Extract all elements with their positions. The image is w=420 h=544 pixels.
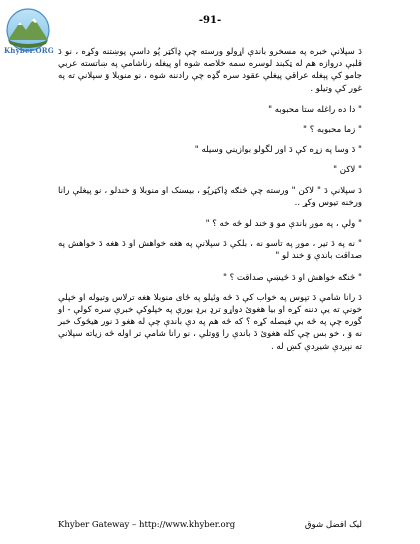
logo-caption: Khyber.ORG [4,46,54,55]
dialogue-line: " دَ وسا په زړه کې دَ اور لگولو بوازیني وسیله " [194,145,362,156]
paragraph: دَ سپلانې خبره په مسخرو باندې اړولو ورسته چې ډاکټر پُو داسې پوښتنه وکړه ، نو دَ قلبې دروازه هم له ټکبند لوسره سمه خلاصه شوه او پیغله رناشامې په ښاتسته عربي جامو کې پېغله عراقي پیغلې عقود سره گډه چې رادننه شوه ، نو منوبلا وَ سپلانې ته په غور کې وتیلو . [58,47,362,94]
document-body [58,46,362,362]
paragraph: دَ رانا شامې دَ تپوس په خواب کې دَ څه وئیلو په ځای منوبلا هغه ترلاس وتیوله او خپلې خونې ته یې دننه کړه او بیا هغوئ دواړو ترډ برډ بورې په خپلوکې خبرې سره کولې - او گوره چې په څه بې فیصله کړه ؟ که څه هم په دې باندې چې له هغو دَ نور هیڅوک خبر نه وَ ، خو بس چې کله هغوئ دَ باندې را وَوتلې ، نو رانا شامې تر اوله څه زیاته سپلانې ته نېږدې شیږدې کښ له . [58,292,362,352]
page-number: -91- [198,15,222,26]
footer-author: لیک افضل شوق [304,520,362,530]
dialogue-line: " څنګه خواهش او دَ څیښې صداقت ؟ " [222,272,362,283]
dialogue-line: " ولې ، په موږ باندې مو وَ خند لو څه خه ؟ " [205,219,362,230]
paragraph: دَ سپلانې دَ " لاکن " ورسته چې څنګه ډاکټرپُو ، بیسنک او منوبلا وَ خندلو ، نو پیغلې رانا ورخنه تیوس وکړ .. [58,185,362,208]
dialogue-line: " نه په دَ تیر ، موږ په تاسو نه ، بلکې دَ سپلانې په هغه خواهش او دَ هغه دَ خواهش په صداقت باندې وَ خند لو " [58,239,362,262]
dialogue-line: " زما محبوبه ؟ " [303,125,362,136]
footer-source-link[interactable]: Khyber Gateway – http://www.khyber.org [58,520,236,530]
dialogue-line: " لاکن " [333,165,362,176]
dialogue-line: " دا ده راغله ستا محبوبه " [268,104,362,115]
